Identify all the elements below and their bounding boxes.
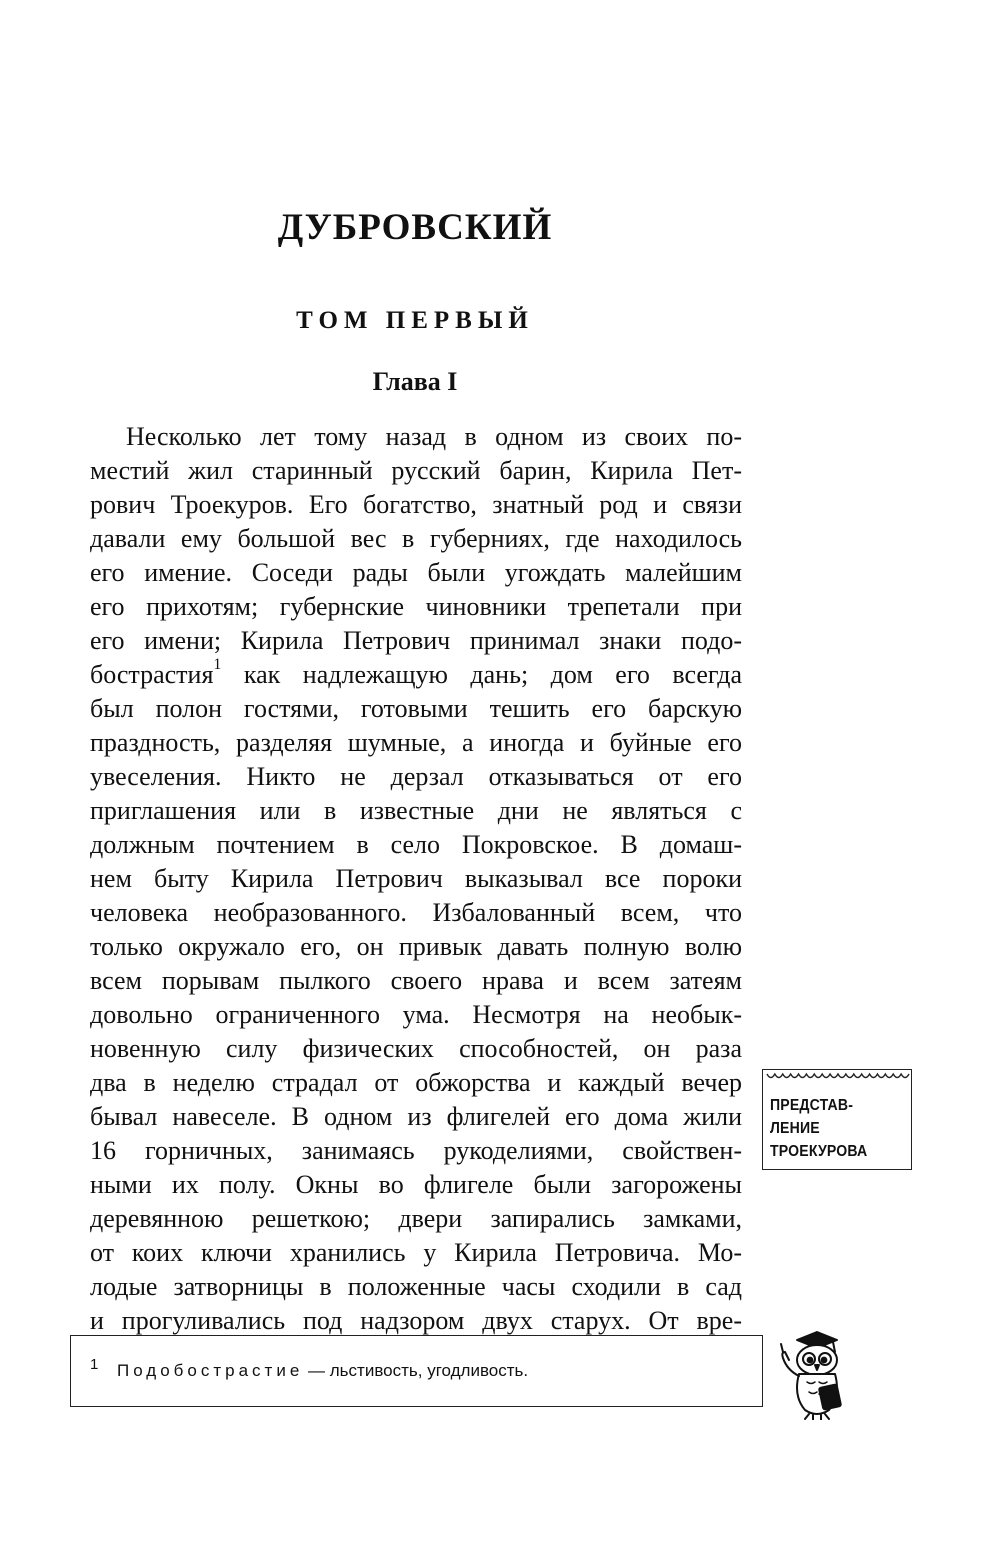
margin-note <box>762 1069 912 1170</box>
footnote-marker: 1 <box>213 656 222 673</box>
text-line: рович Троекуров. Его богатство, знатный род и связи <box>90 490 742 519</box>
text-line: местий жил старинный русский барин, Кирила Пет- <box>90 456 742 485</box>
footnote-number: 1 <box>90 1356 99 1373</box>
text-line: давали ему большой вес в губерниях, где находилось <box>90 524 742 553</box>
text-line-with-footnote <box>90 658 742 692</box>
text-line: праздность, разделяя шумные, а иногда и буйные его <box>90 728 742 757</box>
text-line: только окружало его, он привык давать полную волю <box>90 932 742 961</box>
text-line: ными их полу. Окны во флигеле были загорожены <box>90 1170 742 1199</box>
footnote-definition: — льстивость, угодливость. <box>303 1361 529 1380</box>
margin-note-line: ПРЕДСТАВ- <box>770 1097 854 1114</box>
text-line: его имение. Соседи рады были угождать малейшим <box>90 558 742 587</box>
text-line: два в неделю страдал от обжорства и каждый вечер <box>90 1068 742 1097</box>
text-line: 16 горничных, занимаясь рукоделиями, свойствен- <box>90 1136 742 1165</box>
chapter-heading: Глава I <box>372 367 458 396</box>
text-line: приглашения или в известные дни не являться с <box>90 796 742 825</box>
text-line: лодые затворницы в положенные часы сходили в сад <box>90 1272 742 1301</box>
margin-note-text <box>770 1094 891 1163</box>
text-line: довольно ограниченного ума. Несмотря на необык- <box>90 1000 742 1029</box>
owl-mascot-icon <box>775 1330 855 1420</box>
text-line: должным почтением в село Покровское. В домаш- <box>90 830 742 859</box>
footnote-term: Подобострастие <box>117 1361 304 1380</box>
text-line: от коих ключи хранились у Кирила Петровича. Мо- <box>90 1238 742 1267</box>
text-line: его прихотям; губернские чиновники трепетали при <box>90 592 742 621</box>
volume-heading: ТОМ ПЕРВЫЙ <box>296 307 534 334</box>
margin-note-line: ТРОЕКУРОВА <box>770 1143 868 1160</box>
text-fragment: как надлежащую дань; дом его всегда <box>243 660 742 689</box>
footnote-box <box>70 1335 763 1407</box>
text-line: и прогуливались под надзором двух старух. От вре- <box>90 1306 742 1335</box>
text-line: человека необразованного. Избалованный всем, что <box>90 898 742 927</box>
text-line: всем порывам пылкого своего нрава и всем затеям <box>90 966 742 995</box>
footnote-text <box>117 1361 528 1381</box>
text-line: новенную силу физических способностей, он раза <box>90 1034 742 1063</box>
text-line: увеселения. Никто не дерзал отказываться от его <box>90 762 742 791</box>
text-line: нем быту Кирила Петрович выказывал все пороки <box>90 864 742 893</box>
text-line: Несколько лет тому назад в одном из своих по- <box>126 422 742 451</box>
wavy-border-icon <box>763 1070 911 1084</box>
margin-note-line: ЛЕНИЕ <box>770 1120 820 1137</box>
book-title: ДУБРОВСКИЙ <box>277 207 553 248</box>
text-line: его имени; Кирила Петрович принимал знаки подо- <box>90 626 742 655</box>
text-fragment: бострастия <box>90 660 214 689</box>
body-text <box>90 420 742 1338</box>
text-line: был полон гостями, готовыми тешить его барскую <box>90 694 742 723</box>
text-line: бывал навеселе. В одном из флигелей его дома жили <box>90 1102 742 1131</box>
text-line: деревянною решеткою; двери запирались замками, <box>90 1204 742 1233</box>
